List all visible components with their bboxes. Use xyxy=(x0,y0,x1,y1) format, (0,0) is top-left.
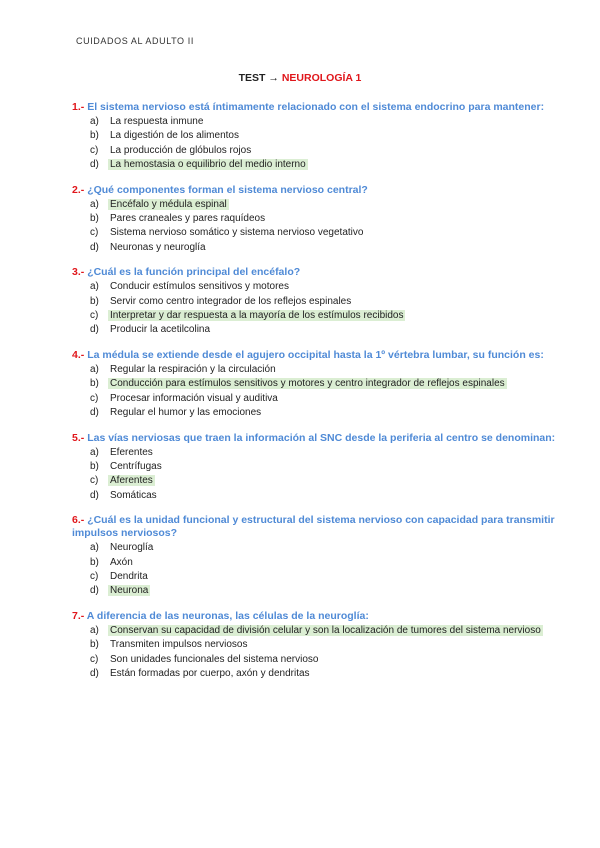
answer-text: Procesar información visual y auditiva xyxy=(110,392,278,404)
question-block xyxy=(72,514,592,599)
answer-option xyxy=(72,667,592,681)
answer-text: La respuesta inmune xyxy=(110,116,204,127)
question-statement: La médula se extiende desde el agujero occipital hasta la 1º vértebra lumbar, su función es: xyxy=(87,348,544,361)
answer-option xyxy=(72,226,592,240)
answer-letter: d) xyxy=(90,241,99,253)
answer-option-correct xyxy=(72,584,592,598)
answer-option-correct xyxy=(72,309,592,323)
answer-text: Somáticas xyxy=(110,489,157,501)
answer-letter: d) xyxy=(90,407,99,419)
answer-option-correct xyxy=(72,624,592,638)
question-number: 2.- xyxy=(72,183,85,196)
answer-letter: c) xyxy=(90,227,99,239)
question-text xyxy=(72,349,592,362)
answer-option xyxy=(72,129,592,143)
answer-option xyxy=(72,406,592,420)
answer-text: Eferentes xyxy=(110,446,153,458)
answer-text: Interpretar y dar respuesta a la mayoría de los estímulos recibidos xyxy=(110,310,404,322)
question-text xyxy=(72,432,592,445)
question-list xyxy=(72,101,592,692)
question-text xyxy=(72,266,592,279)
question-statement: ¿Cuál es la función principal del encéfalo? xyxy=(87,266,301,279)
title-prefix: TEST xyxy=(238,72,266,84)
question-number: 5.- xyxy=(72,431,85,444)
answer-option xyxy=(72,556,592,570)
question-number: 7.- xyxy=(72,609,85,622)
answer-text: Son unidades funcionales del sistema nervioso xyxy=(110,653,319,665)
answer-text: Regular el humor y las emociones xyxy=(110,407,262,419)
answer-text: La hemostasia o equilibrio del medio interno xyxy=(110,159,306,171)
answer-text: Neuronas y neuroglía xyxy=(110,241,206,253)
title-subject: NEUROLOGÍA 1 xyxy=(281,72,362,84)
answer-letter: a) xyxy=(90,281,99,293)
question-block xyxy=(72,266,592,338)
answer-letter: c) xyxy=(90,653,99,665)
question-number: 1.- xyxy=(72,101,85,113)
answer-text: Transmiten impulsos nerviosos xyxy=(110,639,248,651)
answer-text: Sistema nervioso somático y sistema nervioso vegetativo xyxy=(110,227,364,239)
answer-option-correct xyxy=(72,474,592,488)
answer-option xyxy=(72,115,592,129)
answer-text: Encéfalo y médula espinal xyxy=(110,198,227,210)
answer-list xyxy=(72,446,592,504)
answer-text: Servir como centro integrador de los reflejos espinales xyxy=(110,295,352,307)
answer-list xyxy=(72,115,592,173)
answer-letter: d) xyxy=(90,585,99,597)
answer-option xyxy=(72,460,592,474)
answer-letter: b) xyxy=(90,378,99,390)
answer-letter: a) xyxy=(90,363,99,375)
question-number: 6.- xyxy=(72,514,85,527)
answer-option xyxy=(72,489,592,503)
title-arrow: → xyxy=(268,72,279,84)
question-statement: ¿Cuál es la unidad funcional y estructural del sistema nervioso con capacidad para transmitir impulsos nerviosos? xyxy=(72,514,555,540)
question-block xyxy=(72,349,592,421)
answer-letter: c) xyxy=(90,475,99,487)
answer-option xyxy=(72,653,592,667)
answer-text: Conservan su capacidad de división celular y son la localización de tumores del sistema nervioso xyxy=(110,624,541,636)
answer-option-correct xyxy=(72,377,592,391)
answer-text: Regular la respiración y la circulación xyxy=(110,363,276,375)
answer-text: Producir la acetilcolina xyxy=(110,324,211,336)
question-number: 4.- xyxy=(72,348,85,361)
answer-letter: c) xyxy=(90,570,99,582)
answer-letter: b) xyxy=(90,556,99,568)
answer-text: La digestión de los alimentos xyxy=(110,130,239,142)
answer-list xyxy=(72,624,592,682)
answer-text: Axón xyxy=(110,556,133,568)
answer-text: Conducir estímulos sensitivos y motores xyxy=(110,281,289,293)
answer-option xyxy=(72,323,592,337)
answer-option xyxy=(72,295,592,309)
question-statement: ¿Qué componentes forman el sistema nervioso central? xyxy=(87,183,368,196)
answer-letter: c) xyxy=(90,310,99,322)
answer-option-correct xyxy=(72,158,592,172)
answer-text: La producción de glóbulos rojos xyxy=(110,144,252,156)
answer-text: Centrífugas xyxy=(110,460,162,472)
answer-letter: d) xyxy=(90,159,99,171)
answer-letter: b) xyxy=(90,130,99,142)
answer-letter: c) xyxy=(90,144,99,156)
answer-letter: c) xyxy=(90,392,99,404)
answer-letter: a) xyxy=(90,542,99,554)
question-statement: A diferencia de las neuronas, las células de la neuroglía: xyxy=(86,609,369,622)
answer-option xyxy=(72,144,592,158)
answer-list xyxy=(72,363,592,421)
answer-option xyxy=(72,280,592,294)
question-text xyxy=(72,101,592,114)
answer-text: Pares craneales y pares raquídeos xyxy=(110,213,266,225)
answer-letter: b) xyxy=(90,213,99,225)
answer-option xyxy=(72,212,592,226)
question-block xyxy=(72,101,592,173)
question-number: 3.- xyxy=(72,266,85,279)
answer-letter: a) xyxy=(90,624,99,636)
answer-option xyxy=(72,570,592,584)
answer-text: Aferentes xyxy=(110,475,153,487)
answer-letter: d) xyxy=(90,324,99,336)
answer-option xyxy=(72,241,592,255)
answer-text: Neuroglía xyxy=(110,542,154,554)
answer-letter: d) xyxy=(90,489,99,501)
question-block xyxy=(72,184,592,256)
answer-letter: a) xyxy=(90,198,99,210)
answer-option-correct xyxy=(72,198,592,212)
answer-letter: b) xyxy=(90,295,99,307)
answer-option xyxy=(72,541,592,555)
answer-letter: b) xyxy=(90,639,99,651)
answer-text: Dendrita xyxy=(110,570,148,582)
answer-list xyxy=(72,541,592,599)
question-text xyxy=(72,514,592,540)
answer-list xyxy=(72,198,592,256)
answer-option xyxy=(72,392,592,406)
question-text xyxy=(72,184,592,197)
page-title xyxy=(0,72,600,84)
answer-text: Neurona xyxy=(110,585,149,597)
answer-letter: a) xyxy=(90,446,99,458)
answer-letter: b) xyxy=(90,460,99,472)
answer-list xyxy=(72,280,592,338)
answer-letter: d) xyxy=(90,667,99,679)
question-statement: El sistema nervioso está íntimamente relacionado con el sistema endocrino para mantener: xyxy=(87,101,545,113)
question-text xyxy=(72,610,592,623)
question-block xyxy=(72,610,592,682)
answer-option xyxy=(72,363,592,377)
document-header: CUIDADOS AL ADULTO II xyxy=(76,36,194,46)
answer-letter: a) xyxy=(90,116,99,127)
answer-option xyxy=(72,446,592,460)
answer-text: Conducción para estímulos sensitivos y motores y centro integrador de reflejos espinales xyxy=(110,378,505,390)
answer-text: Están formadas por cuerpo, axón y dendritas xyxy=(110,667,310,679)
question-block xyxy=(72,432,592,504)
answer-option xyxy=(72,638,592,652)
question-statement: Las vías nerviosas que traen la información al SNC desde la periferia al centro se denominan: xyxy=(87,431,556,444)
